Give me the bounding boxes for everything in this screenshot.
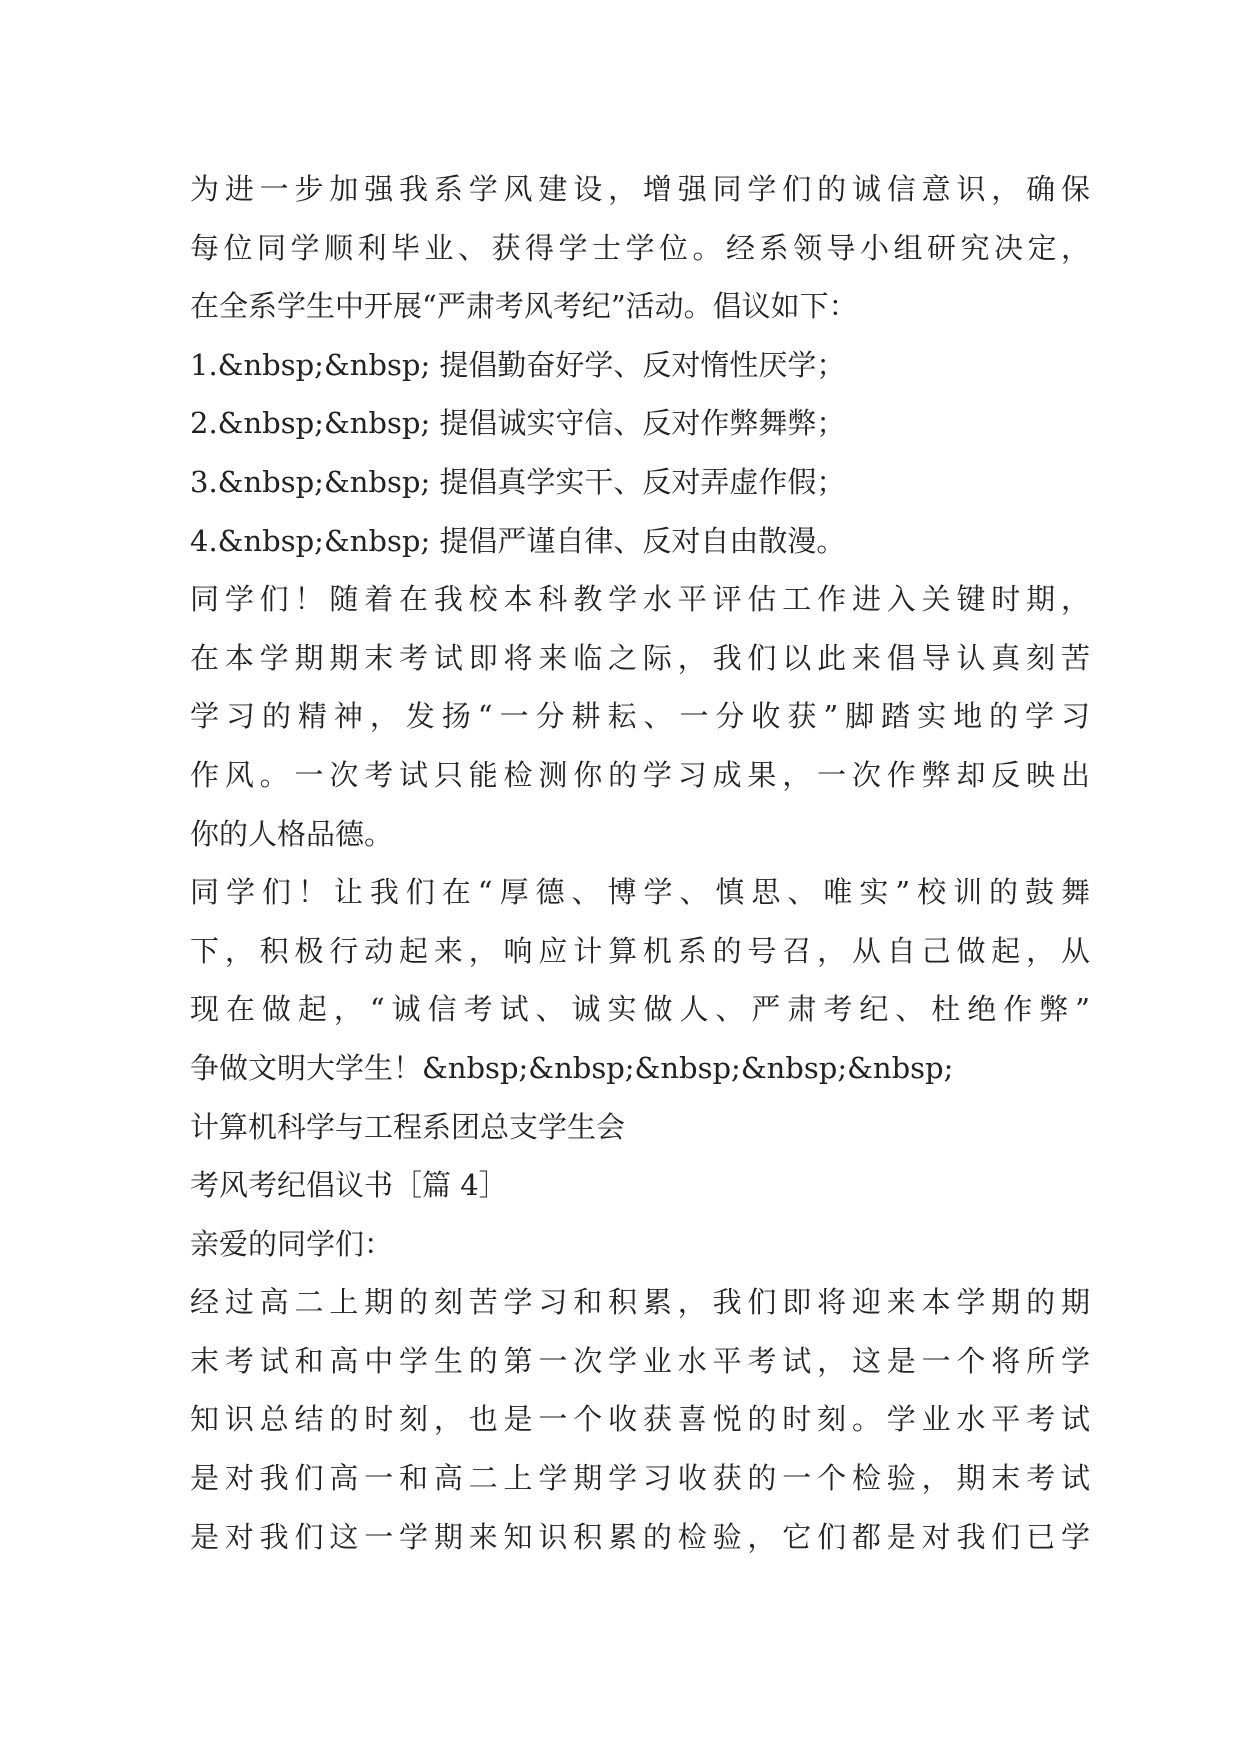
text-line: 亲爱的同学们： bbox=[190, 1226, 394, 1261]
text-line: 在全系学生中开展“严肃考风考纪”活动。倡议如下： bbox=[190, 289, 858, 324]
text-line: 计算机科学与工程系团总支学生会 bbox=[190, 1109, 626, 1144]
text-line: 考风考纪倡议书［篇 4］ bbox=[190, 1168, 508, 1203]
text-line: 是对我们这一学期来知识积累的检验，它们都是对我们已学 bbox=[190, 1519, 1090, 1554]
text-line: 4.&nbsp;&nbsp; 提倡严谨自律、反对自由散漫。 bbox=[190, 523, 846, 558]
text-line: 在本学期期末考试即将来临之际，我们以此来倡导认真刻苦 bbox=[190, 640, 1090, 675]
text-line: 3.&nbsp;&nbsp; 提倡真学实干、反对弄虚作假； bbox=[190, 464, 846, 499]
text-line: 知识总结的时刻，也是一个收获喜悦的时刻。学业水平考试 bbox=[190, 1402, 1090, 1437]
text-line: 你的人格品德。 bbox=[190, 816, 394, 851]
text-line: 末考试和高中学生的第一次学业水平考试，这是一个将所学 bbox=[190, 1343, 1090, 1378]
text-line: 1.&nbsp;&nbsp; 提倡勤奋好学、反对惰性厌学； bbox=[190, 347, 846, 382]
text-line: 经过高二上期的刻苦学习和积累，我们即将迎来本学期的期 bbox=[190, 1285, 1090, 1320]
text-line: 争做文明大学生！&nbsp;&nbsp;&nbsp;&nbsp;&nbsp; bbox=[190, 1050, 954, 1085]
text-line: 现在做起，“诚信考试、诚实做人、严肃考纪、杜绝作弊” bbox=[190, 992, 1090, 1027]
text-line: 每位同学顺利毕业、获得学士学位。经系领导小组研究决定， bbox=[190, 230, 1090, 265]
text-line: 作风。一次考试只能检测你的学习成果，一次作弊却反映出 bbox=[190, 757, 1090, 792]
text-line: 为进一步加强我系学风建设，增强同学们的诚信意识，确保 bbox=[190, 172, 1090, 206]
text-line: 下，积极行动起来，响应计算机系的号召，从自己做起，从 bbox=[190, 933, 1090, 968]
text-line: 学习的精神，发扬“一分耕耘、一分收获”脚踏实地的学习 bbox=[190, 699, 1090, 734]
text-line: 同学们！随着在我校本科教学水平评估工作进入关键时期， bbox=[190, 582, 1090, 617]
document-body bbox=[190, 160, 1090, 1566]
text-line: 是对我们高一和高二上学期学习收获的一个检验，期末考试 bbox=[190, 1461, 1090, 1496]
text-line: 同学们！让我们在“厚德、博学、慎思、唯实”校训的鼓舞 bbox=[190, 875, 1090, 910]
text-line: 2.&nbsp;&nbsp; 提倡诚实守信、反对作弊舞弊； bbox=[190, 406, 846, 441]
